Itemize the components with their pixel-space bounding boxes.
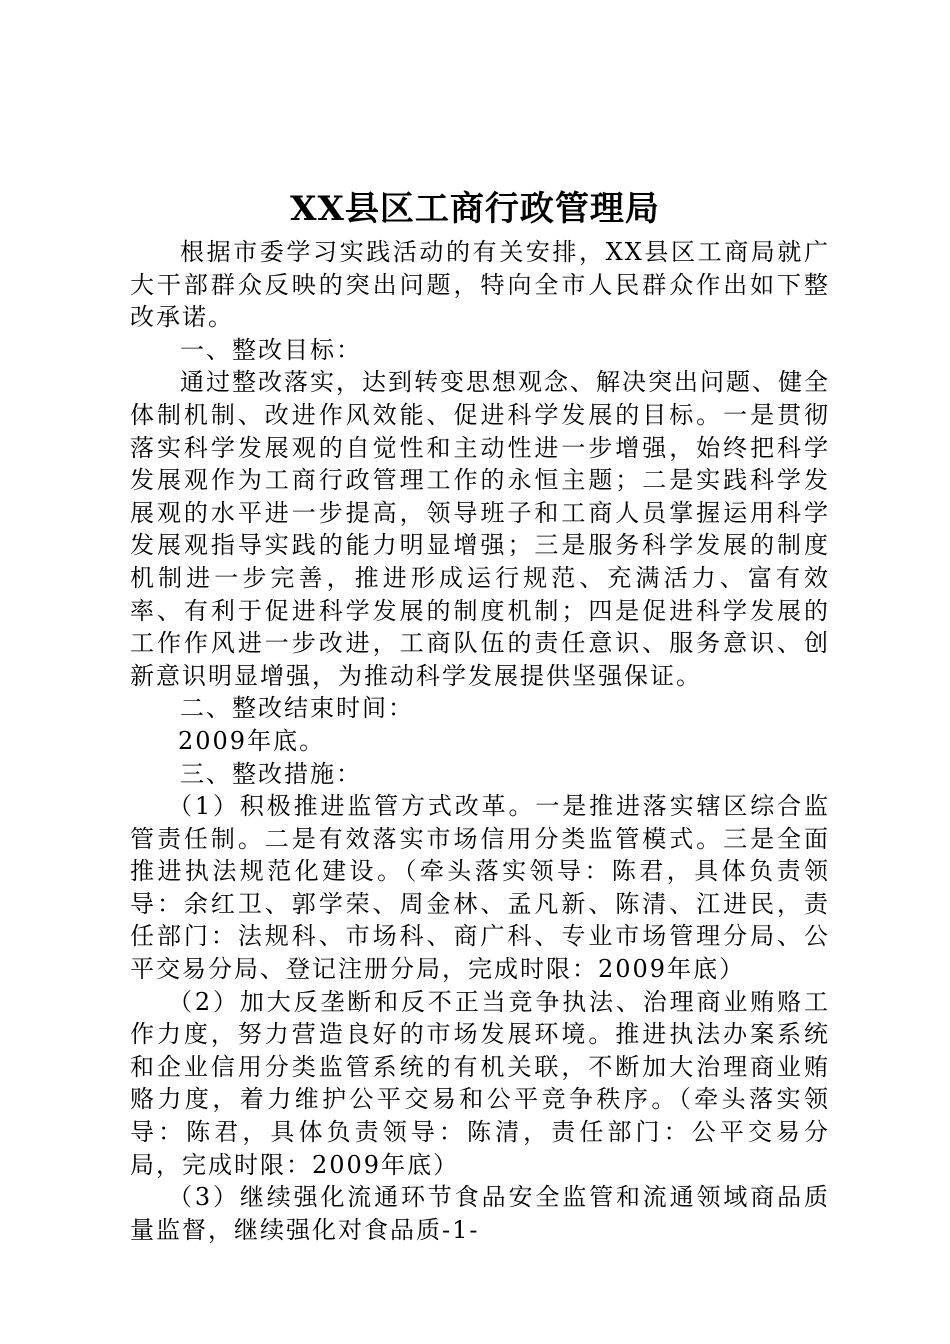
- section-heading-deadline: 二、整改结束时间：: [180, 694, 414, 723]
- section-heading-goals: 一、整改目标：: [180, 335, 362, 364]
- deadline-paragraph: 2009年底。: [178, 726, 326, 755]
- goals-paragraph: 通过整改落实，达到转变思想观念、解决突出问题、健全体制机制、改进作风效能、促进科学发展的目标。一是贯彻落实科学发展观的自觉性和主动性进一步增强，始终把科学发展观作为工商行政管理工作的永恒主题；二是实践科学发展观的水平进一步提高，领导班子和工商人员掌握运用科学发展观指导实践的能力明显增强；三是服务科学发展的制度机制进一步完善，推进形成运行规范、充满活力、富有效率、有利于促进科学发展的制度机制；四是促进科学发展的工作作风进一步改进，工商队伍的责任意识、服务意识、创新意识明显增强，为推动科学发展提供坚强保证。: [130, 368, 830, 690]
- document-title: XX县区工商行政管理局: [290, 189, 660, 229]
- section-heading-measures: 三、整改措施：: [180, 759, 362, 788]
- intro-paragraph: 根据市委学习实践活动的有关安排，XX县区工商局就广大干部群众反映的突出问题，特向全市人民群众作出如下整改承诺。: [130, 238, 830, 332]
- document-body: [130, 236, 830, 1246]
- measure-item: （3）继续强化流通环节食品安全监管和流通领域商品质量监督，继续强化对食品质-1-: [130, 1183, 830, 1244]
- measure-item: （1）积极推进监管方式改革。一是推进落实辖区综合监管责任制。二是有效落实市场信用分类监管模式。三是全面推进执法规范化建设。（牵头落实领导：陈君，具体负责领导：余红卫、郭学荣、周金林、孟凡新、陈清、江进民，责任部门：法规科、市场科、商广科、专业市场管理分局、公平交易分局、登记注册分局，完成时限：2009年底）: [130, 792, 830, 984]
- measure-item: （2）加大反垄断和反不正当竞争执法、治理商业贿赂工作力度，努力营造良好的市场发展环境。推进执法办案系统和企业信用分类监管系统的有机关联，不断加大治理商业贿赂力度，着力维护公平交易和公平竞争秩序。（牵头落实领导：陈君，具体负责领导：陈清，责任部门：公平交易分局，完成时限：2009年底）: [130, 987, 830, 1179]
